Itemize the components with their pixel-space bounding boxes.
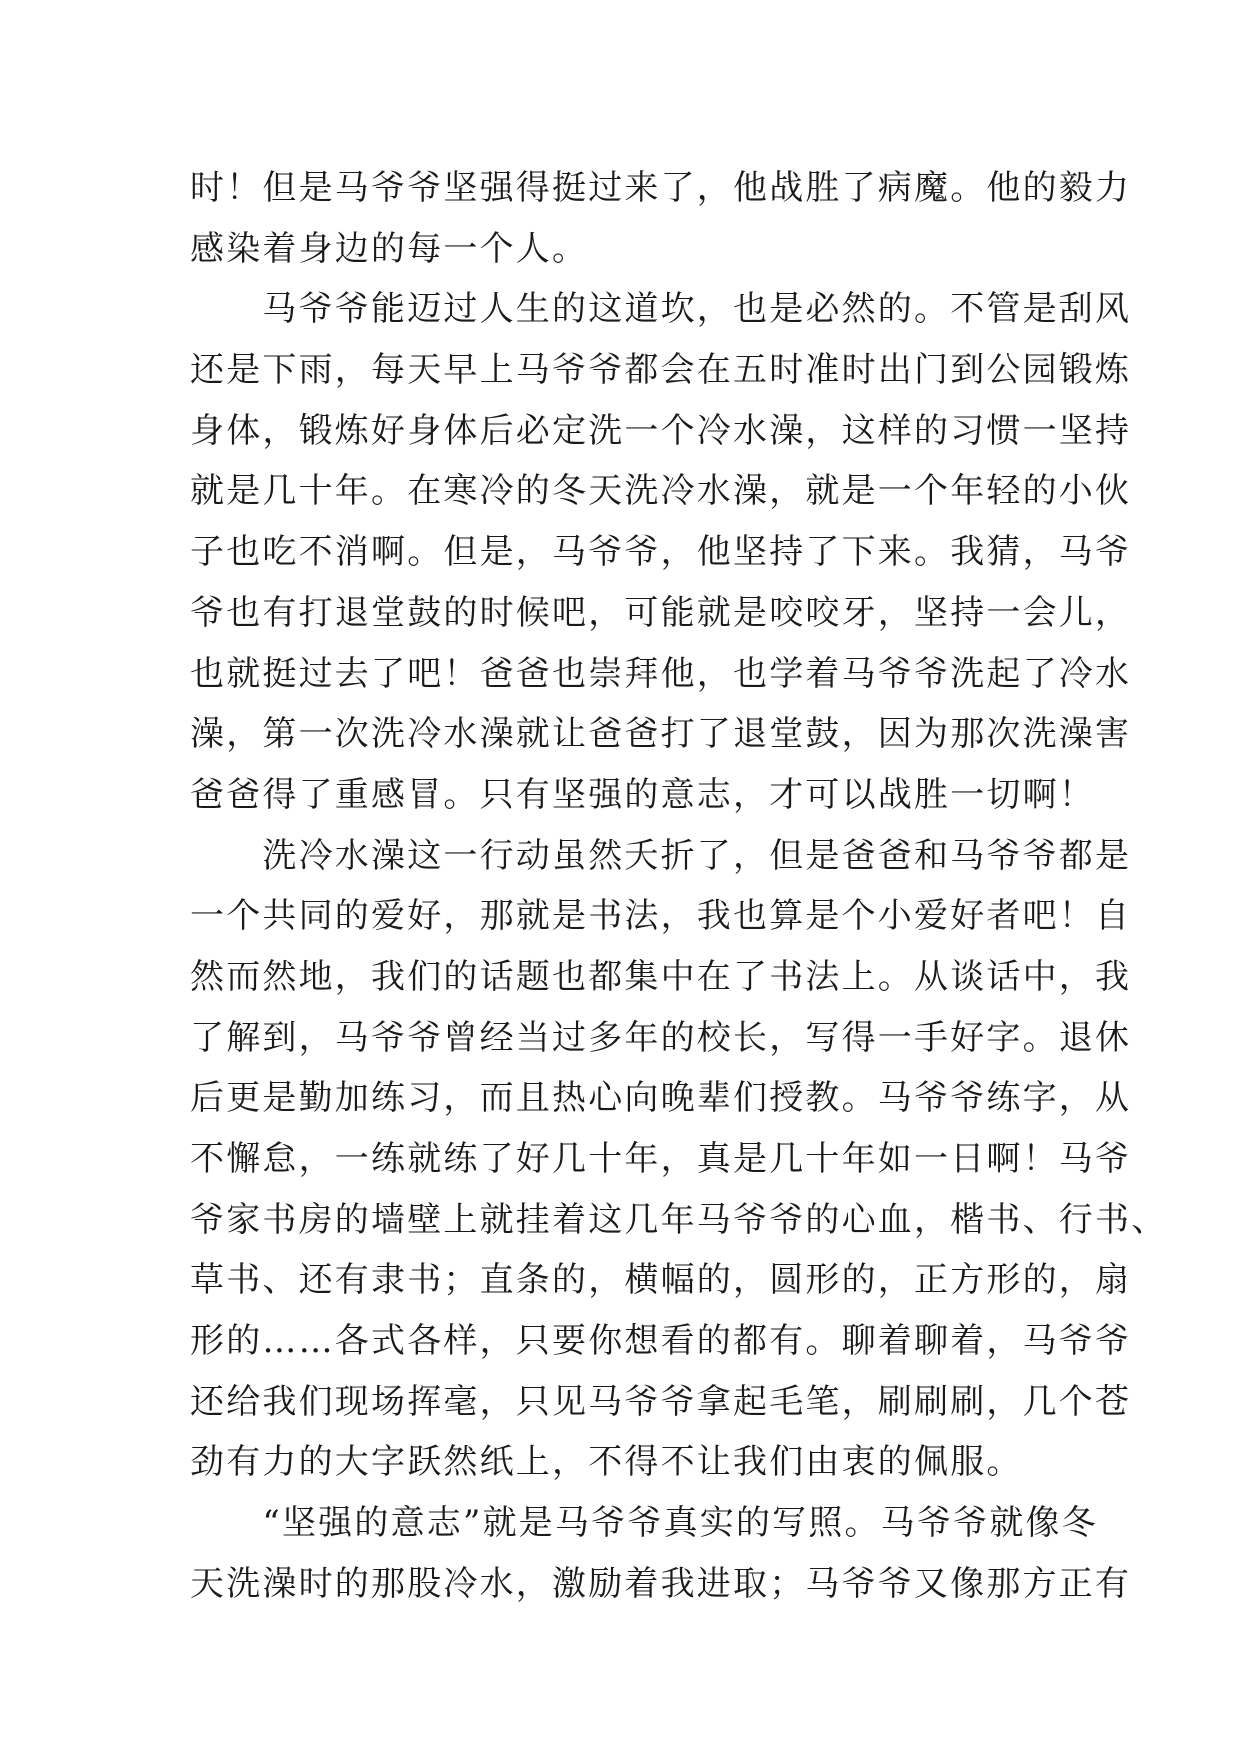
text-line: 还给我们现场挥毫，只见马爷爷拿起毛笔，刷刷刷，几个苍 bbox=[190, 1381, 1132, 1422]
text-line: 洗冷水澡这一行动虽然夭折了，但是爸爸和马爷爷都是 bbox=[190, 835, 1132, 876]
text-line: 爷家书房的墙壁上就挂着这几年马爷爷的心血，楷书、行书、 bbox=[190, 1199, 1168, 1240]
paragraph-1 bbox=[190, 158, 1132, 279]
body-text bbox=[190, 158, 1168, 1615]
text-line: 后更是勤加练习，而且热心向晚辈们授教。马爷爷练字，从 bbox=[190, 1078, 1132, 1119]
text-line: 也就挺过去了吧！爸爸也崇拜他，也学着马爷爷洗起了冷水 bbox=[190, 653, 1132, 694]
paragraph-2 bbox=[190, 279, 1132, 825]
text-line: 形的……各式各样，只要你想看的都有。聊着聊着，马爷爷 bbox=[190, 1321, 1132, 1362]
text-line: 感染着身边的每一个人。 bbox=[190, 228, 589, 269]
text-line: 身体，锻炼好身体后必定洗一个冷水澡，这样的习惯一坚持 bbox=[190, 410, 1132, 451]
text-line: 不懈怠，一练就练了好几十年，真是几十年如一日啊！马爷 bbox=[190, 1139, 1132, 1179]
text-line: 爷也有打退堂鼓的时候吧，可能就是咬咬牙，坚持一会儿， bbox=[190, 592, 1132, 633]
text-line: “坚强的意志”就是马爷爷真实的写照。马爷爷就像冬 bbox=[190, 1503, 1098, 1544]
text-line: 还是下雨，每天早上马爷爷都会在五时准时出门到公园锻炼 bbox=[190, 350, 1132, 391]
text-line: 爸爸得了重感冒。只有坚强的意志，才可以战胜一切啊！ bbox=[190, 774, 1095, 815]
text-line: 就是几十年。在寒冷的冬天洗冷水澡，就是一个年轻的小伙 bbox=[190, 471, 1132, 512]
text-line: 草书、还有隶书；直条的，横幅的，圆形的，正方形的，扇 bbox=[190, 1260, 1132, 1301]
text-line: 劲有力的大字跃然纸上，不得不让我们由衷的佩服。 bbox=[190, 1442, 1023, 1483]
paragraph-3 bbox=[190, 826, 1168, 1494]
text-line: 一个共同的爱好，那就是书法，我也算是个小爱好者吧！自 bbox=[190, 896, 1132, 937]
text-line: 澡，第一次洗冷水澡就让爸爸打了退堂鼓，因为那次洗澡害 bbox=[190, 714, 1132, 755]
paragraph-4 bbox=[190, 1493, 1132, 1614]
text-line: 子也吃不消啊。但是，马爷爷，他坚持了下来。我猜，马爷 bbox=[190, 532, 1132, 573]
text-line: 然而然地，我们的话题也都集中在了书法上。从谈话中，我 bbox=[190, 956, 1132, 997]
text-line: 马爷爷能迈过人生的这道坎，也是必然的。不管是刮风 bbox=[190, 289, 1132, 330]
text-line: 天洗澡时的那股冷水，激励着我进取；马爷爷又像那方正有 bbox=[190, 1563, 1132, 1604]
text-line: 了解到，马爷爷曾经当过多年的校长，写得一手好字。退休 bbox=[190, 1017, 1132, 1058]
text-line: 时！但是马爷爷坚强得挺过来了，他战胜了病魔。他的毅力 bbox=[190, 168, 1132, 208]
